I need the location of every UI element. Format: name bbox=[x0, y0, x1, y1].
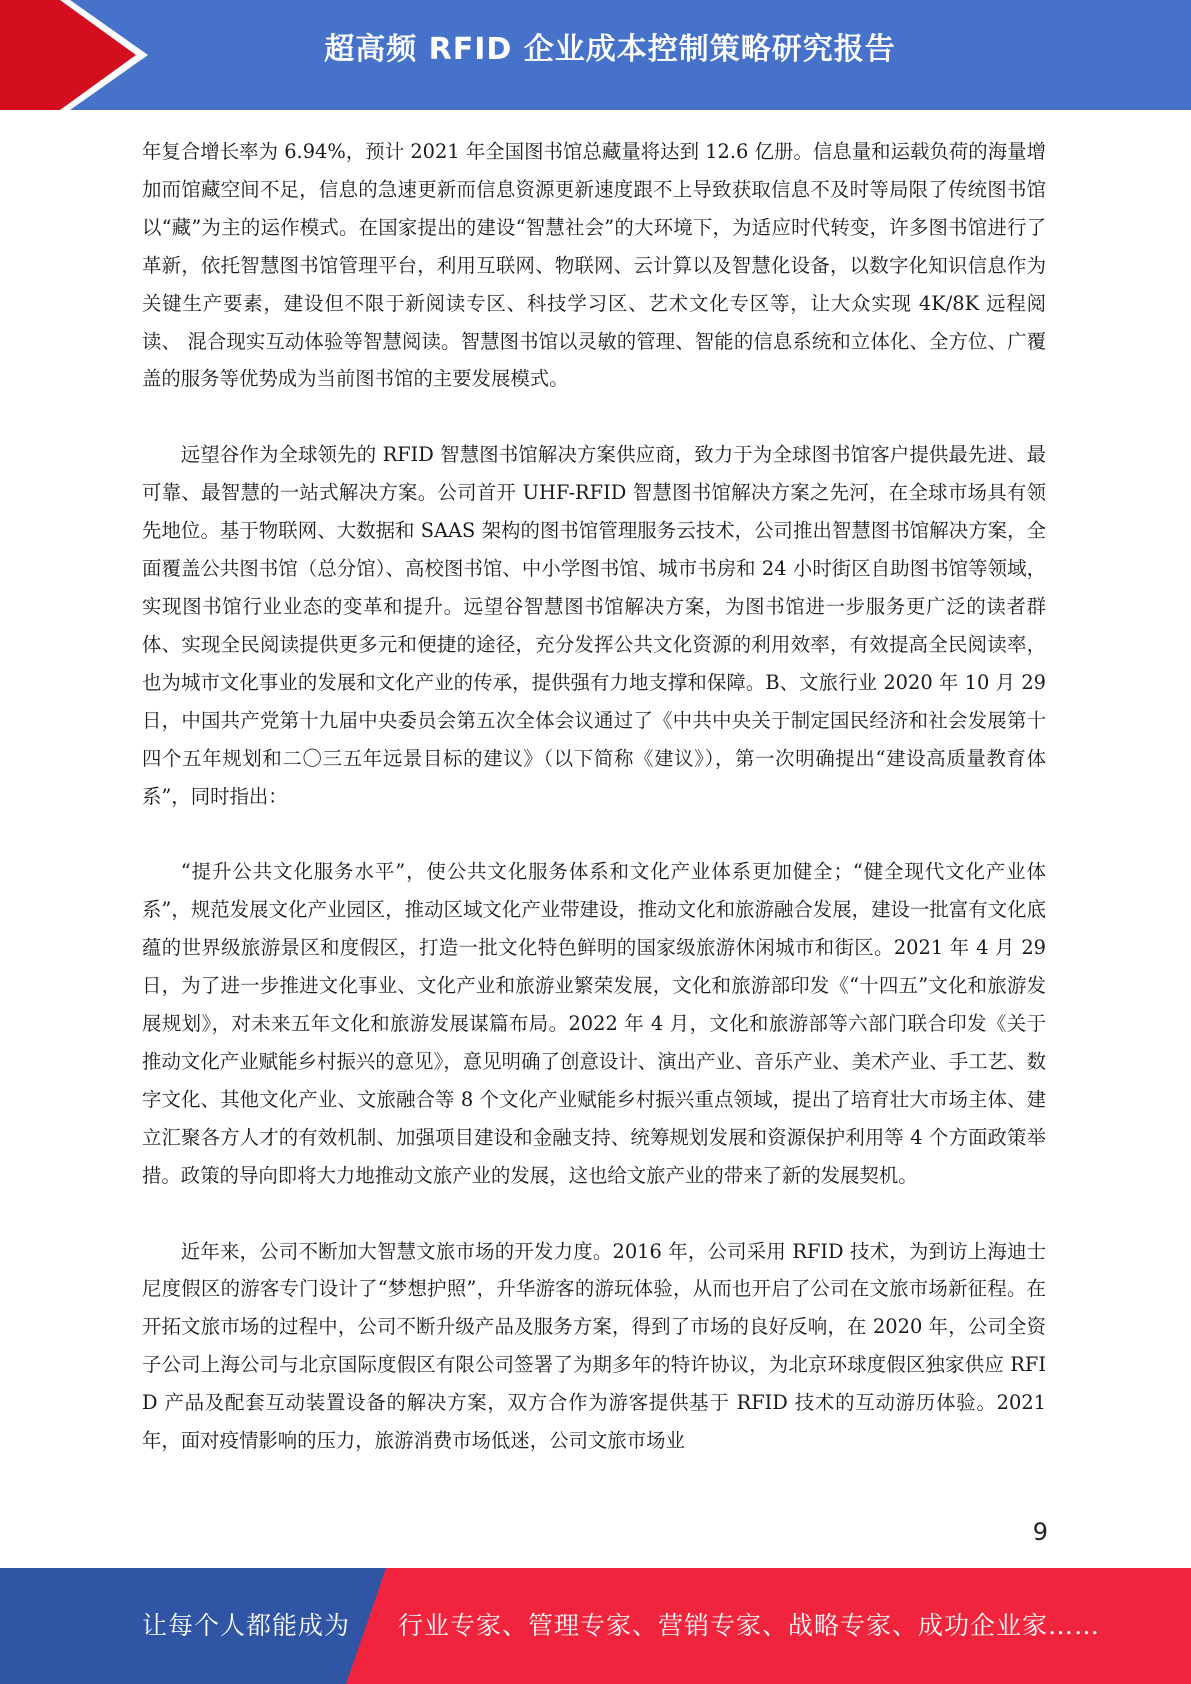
footer-slogan-left: 让每个人都能成为 bbox=[142, 1611, 351, 1640]
document-body bbox=[142, 133, 1046, 1460]
page-header bbox=[0, 0, 1191, 110]
paragraph-company-library-solution: 远望谷作为全球领先的 RFID 智慧图书馆解决方案供应商，致力于为全球图书馆客户提供最先进、最可靠、最智慧的一站式解决方案。公司首开 UHF-RFID 智慧图书馆解决方案之先河，在全球市场具有领先地位。基于物联网、大数据和 SAAS 架构的图书馆管理服务云技术，公司推出智慧图书馆解决方案，全面覆盖公共图书馆（总分馆）、高校图书馆、中小学图书馆、城市书房和 24 小时街区自助图书馆等领域，实现图书馆行业业态的变革和提升。远望谷智慧图书馆解决方案，为图书馆进一步服务更广泛的读者群体、实现全民阅读提供更多元和便捷的途径，充分发挥公共文化资源的利用效率，有效提高全民阅读率，也为城市文化事业的发展和文化产业的传承，提供强有力地支撑和保障。B、文旅行业 2020 年 10 月 29 日，中国共产党第十九届中央委员会第五次全体会议通过了《中共中央关于制定国民经济和社会发展第十四个五年规划和二〇三五年远景目标的建议》（以下简称《建议》），第一次明确提出“建设高质量教育体系”，同时指出： bbox=[142, 443, 1046, 808]
paragraph-library-overview: 年复合增长率为 6.94%，预计 2021 年全国图书馆总藏量将达到 12.6 亿册。信息量和运载负荷的海量增加而馆藏空间不足，信息的急速更新而信息资源更新速度跟不上导致获取信息不及时等局限了传统图书馆以“藏”为主的运作模式。在国家提出的建设“智慧社会”的大环境下，为适应时代转变，许多图书馆进行了革新，依托智慧图书馆管理平台，利用互联网、物联网、云计算以及智慧化设备，以数字化知识信息作为关键生产要素，建设但不限于新阅读专区、科技学习区、艺术文化专区等，让大众实现 4K/8K 远程阅读、 混合现实互动体验等智慧阅读。智慧图书馆以灵敏的管理、智能的信息系统和立体化、全方位、广覆盖的服务等优势成为当前图书馆的主要发展模式。 bbox=[142, 140, 1046, 391]
paragraph-smart-tourism-market: 近年来，公司不断加大智慧文旅市场的开发力度。2016 年，公司采用 RFID 技术，为到访上海迪士尼度假区的游客专门设计了“梦想护照”，升华游客的游玩体验，从而也开启了公司在文旅市场新征程。在开拓文旅市场的过程中，公司不断升级产品及服务方案，得到了市场的良好反响，在 2020 年，公司全资子公司上海公司与北京国际度假区有限公司签署了为期多年的特许协议，为北京环球度假区独家供应 RFID 产品及配套互动装置设备的解决方案，双方合作为游客提供基于 RFID 技术的互动游历体验。2021 年，面对疫情影响的压力，旅游消费市场低迷，公司文旅市场业 bbox=[142, 1239, 1046, 1453]
header-red-arrow-decoration bbox=[0, 0, 160, 110]
report-title: 超高频 RFID 企业成本控制策略研究报告 bbox=[324, 32, 896, 67]
page-footer bbox=[0, 1568, 1191, 1684]
paragraph-cultural-tourism-policy: “提升公共文化服务水平”，使公共文化服务体系和文化产业体系更加健全；“健全现代文化产业体系”，规范发展文化产业园区，推动区域文化产业带建设，推动文化和旅游融合发展，建设一批富有文化底蕴的世界级旅游景区和度假区，打造一批文化特色鲜明的国家级旅游休闲城市和街区。2021 年 4 月 29 日，为了进一步推进文化事业、文化产业和旅游业繁荣发展，文化和旅游部印发《“十四五”文化和旅游发展规划》，对未来五年文化和旅游发展谋篇布局。2022 年 4 月，文化和旅游部等六部门联合印发《关于推动文化产业赋能乡村振兴的意见》，意见明确了创意设计、演出产业、音乐产业、美术产业、手工艺、数字文化、其他文化产业、文旅融合等 8 个文化产业赋能乡村振兴重点领域，提出了培育壮大市场主体、建立汇聚各方人才的有效机制、加强项目建设和金融支持、统筹规划发展和资源保护利用等 4 个方面政策举措。政策的导向即将大力地推动文旅产业的发展，这也给文旅产业的带来了新的发展契机。 bbox=[142, 860, 1046, 1187]
page-number: 9 bbox=[1032, 1518, 1048, 1546]
footer-slogan-right: 行业专家、管理专家、营销专家、战略专家、成功企业家…… bbox=[398, 1611, 1101, 1640]
